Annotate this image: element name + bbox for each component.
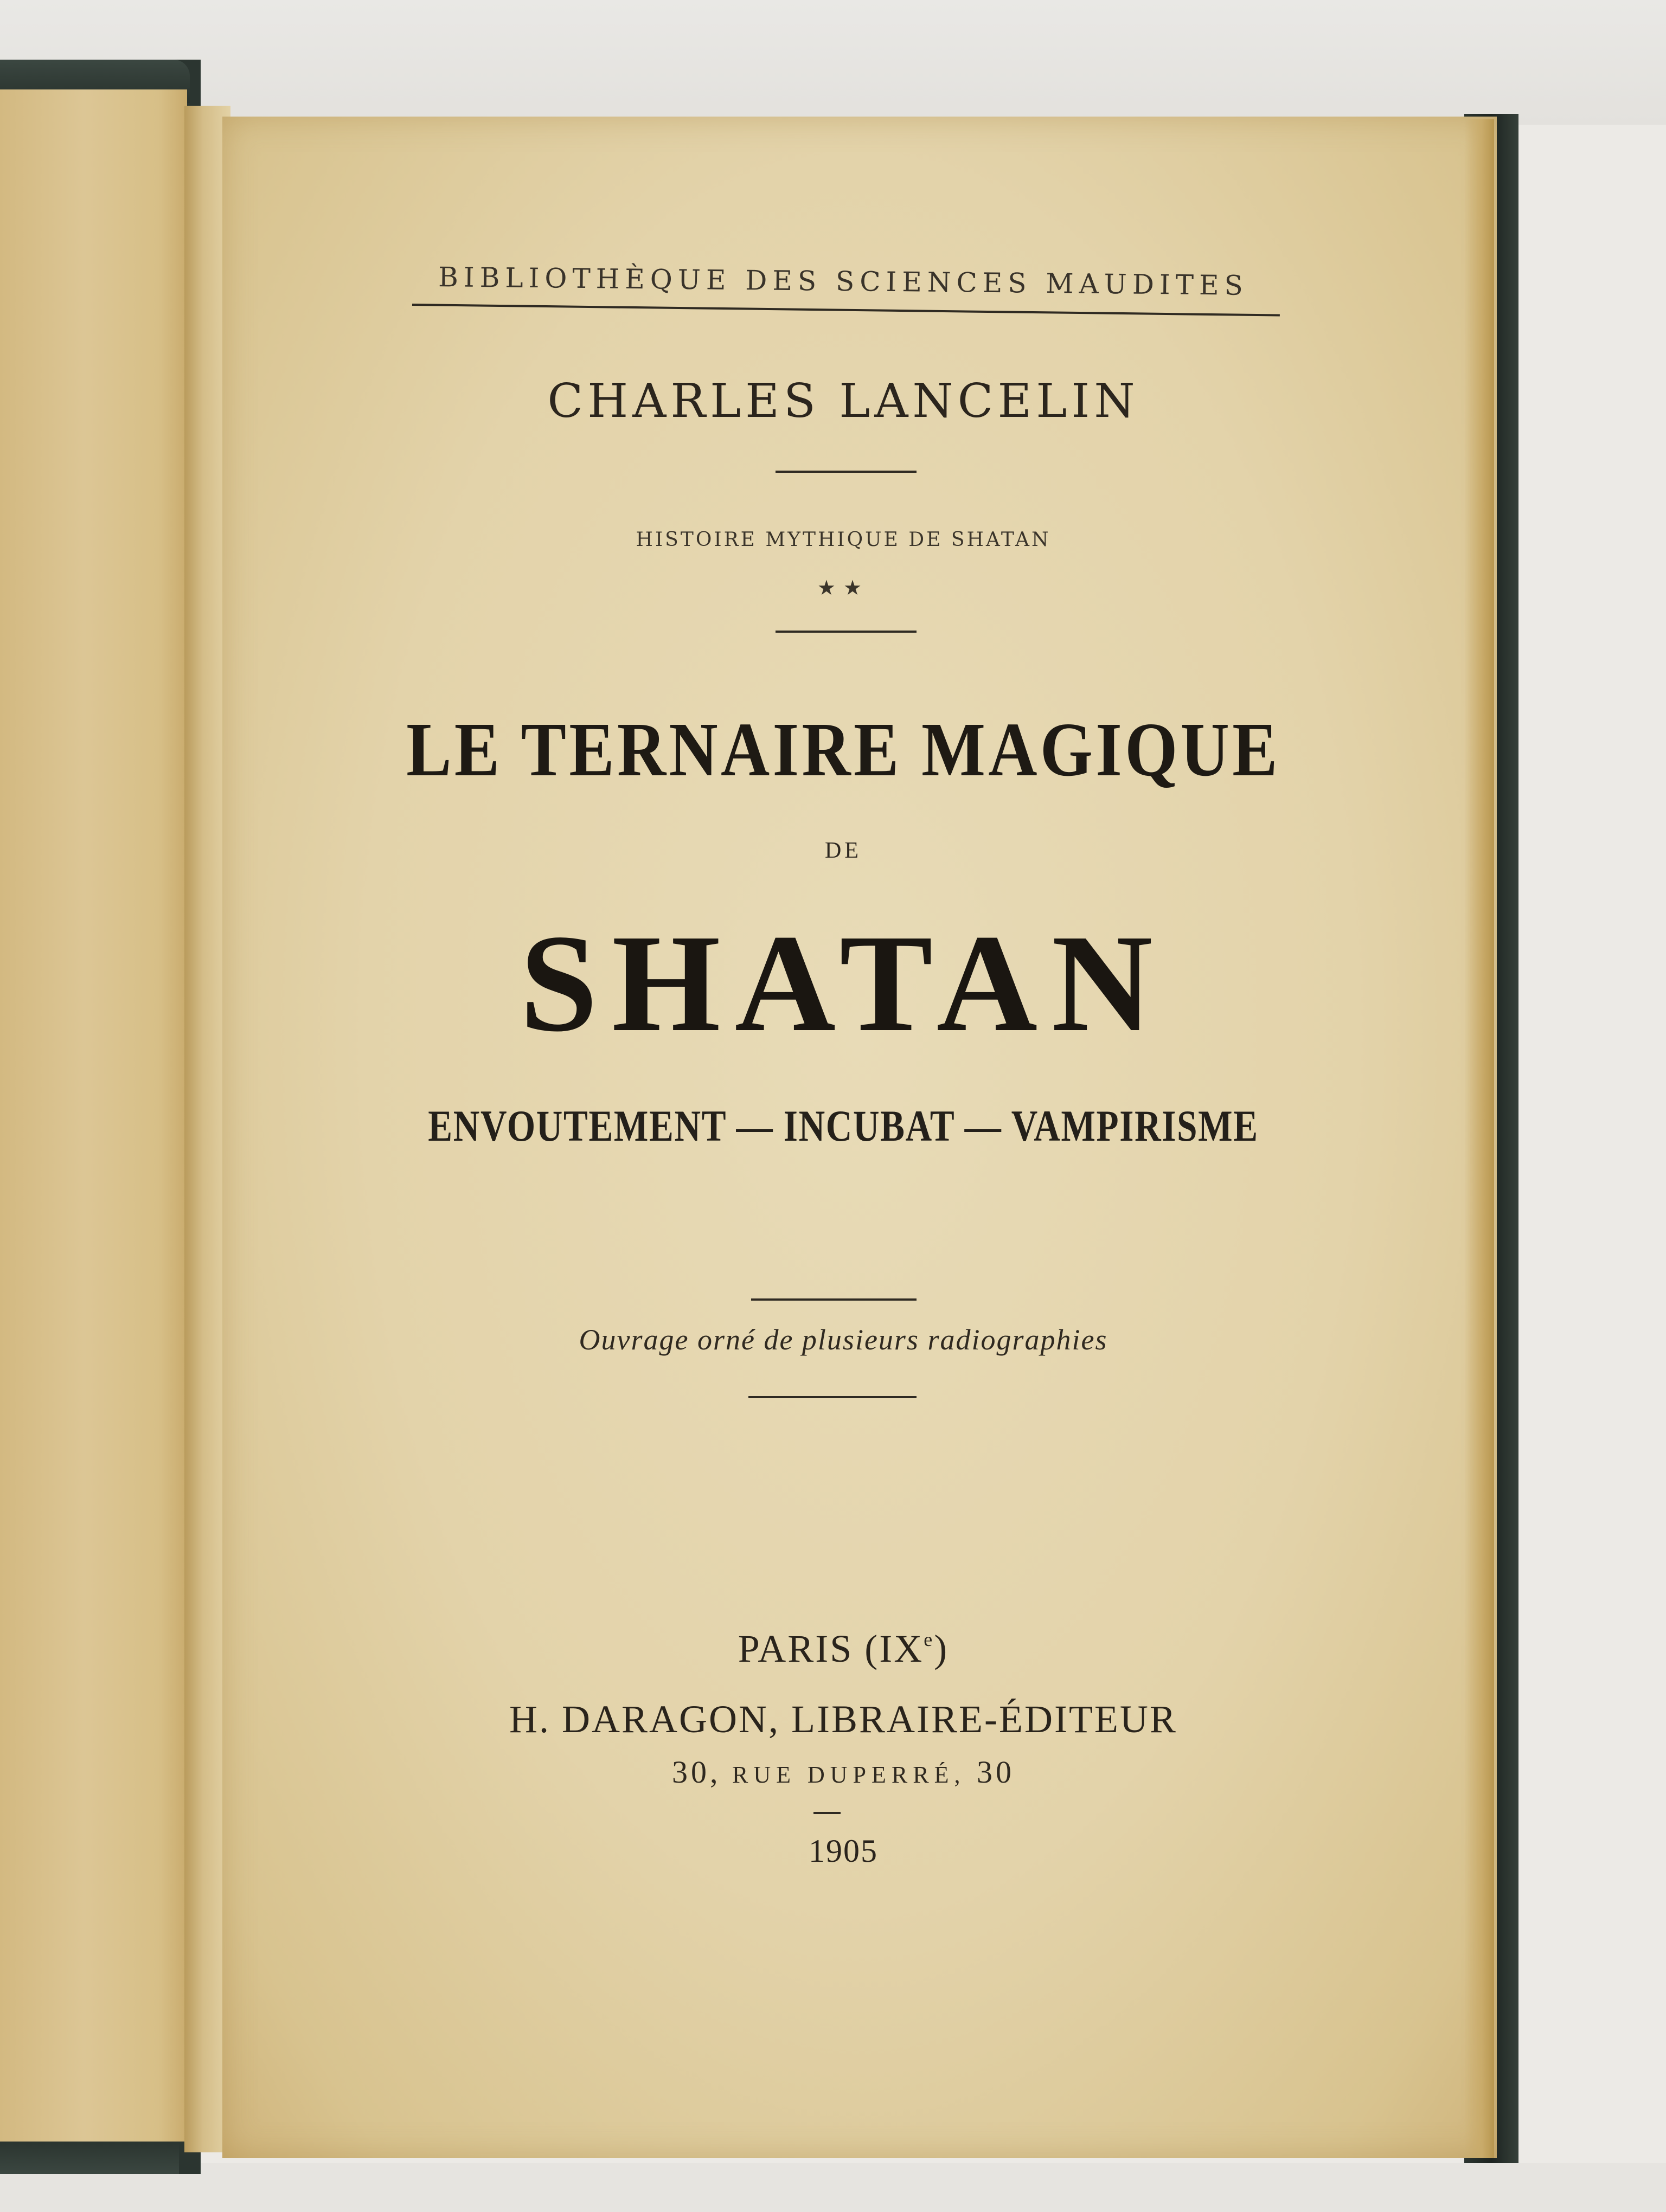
volume-rule	[776, 631, 917, 633]
book-spine-bottom	[0, 2136, 179, 2174]
imprint-publisher: H. DARAGON, LIBRAIRE-ÉDITEUR	[509, 1697, 1177, 1741]
volume-series: HISTOIRE MYTHIQUE DE SHATAN	[636, 529, 1051, 551]
imprint-rule	[813, 1812, 841, 1814]
volume-stars: ★★	[817, 576, 870, 600]
author-name: CHARLES LANCELIN	[547, 374, 1139, 428]
page-edge	[1464, 119, 1494, 2158]
publication-year: 1905	[809, 1833, 878, 1869]
book-title-main: SHATAN	[520, 905, 1167, 1060]
ornate-rule-bottom	[748, 1396, 917, 1398]
imprint-address: 30, RUE DUPERRÉ, 30	[672, 1754, 1015, 1790]
background-top	[0, 0, 1666, 125]
author-rule	[776, 471, 917, 473]
ornate-rule-top	[751, 1298, 917, 1301]
imprint-city: PARIS (IXe)	[738, 1627, 949, 1670]
series-title: BIBLIOTHÈQUE DES SCIENCES MAUDITES	[438, 261, 1249, 301]
book-subtitle: ENVOUTEMENT — INCUBAT — VAMPIRISME	[428, 1101, 1259, 1150]
book-title: LE TERNAIRE MAGIQUE	[406, 706, 1280, 792]
left-endpaper	[0, 89, 187, 2142]
illustration-note: Ouvrage orné de plusieurs radiographies	[579, 1323, 1108, 1356]
background-bottom	[0, 2163, 1666, 2212]
title-connector: DE	[825, 838, 862, 863]
